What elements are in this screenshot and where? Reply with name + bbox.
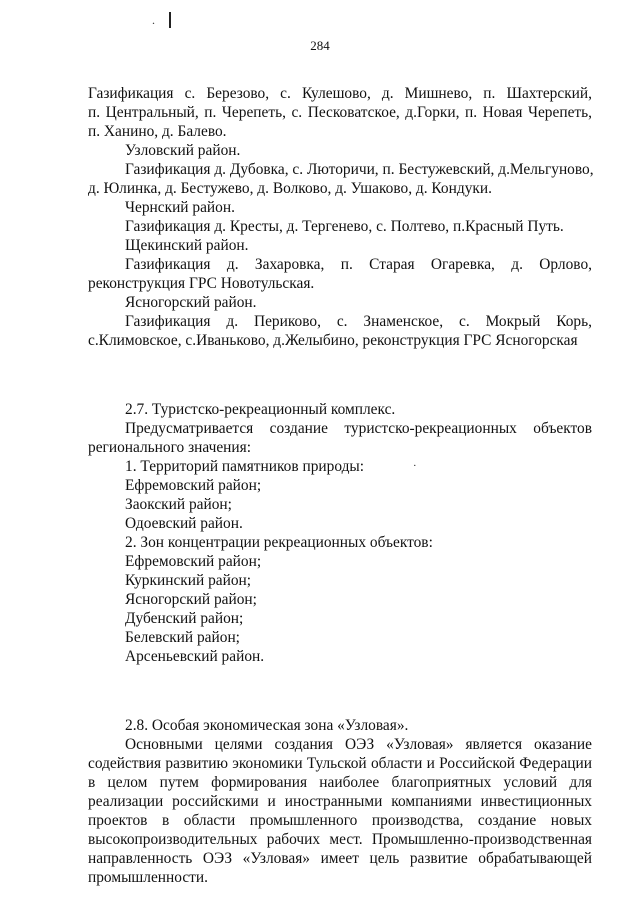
text-line: Газификация д. Кресты, д. Тергенево, с. Полтево, п.Красный Путь. — [125, 218, 564, 235]
text-line: Газификация с. Березово, с. Кулешово, д. Мишнево, п. Шахтерский, — [88, 85, 592, 102]
text-line: Щекинский район. — [125, 237, 249, 254]
text-line: Газификация д. Периково, с. Знаменское, с. Мокрый Корь, с.Климовское, с.Иваньково, д.Желыбино, реконструкция ГРС Ясногорская — [88, 313, 592, 349]
document-body — [88, 84, 592, 887]
paragraph-gap — [88, 365, 592, 384]
text-line: Ясногорский район. — [125, 294, 257, 311]
text-line: Белевский район; — [125, 628, 240, 646]
text-line: 2.7. Туристско-рекреационный комплекс. — [125, 400, 396, 418]
text-line: Газификация д. Захаровка, п. Старая Огаревка, д. Орлово, реконструкция ГРС Новотульская. — [88, 256, 592, 292]
text-line: 2. Зон концентрации рекреационных объектов: — [125, 533, 433, 551]
text-line: п. Центральный, п. Черепеть, с. Песковатское, д.Горки, п. Новая Черепеть, — [88, 104, 592, 121]
text-line: Основными целями создания ОЭЗ «Узловая» является оказание содействия развитию экономики Тульской области и Российской Федерации в целом путем формирования наиболее благоприятных условий для реализации российскими и иностранными компаниями инвестиционных проектов в области промышленного производства, создание новых высокопроизводительных рабочих мест. Промышленно-производственная направленность ОЭЗ «Узловая» имеет цель развитие обрабатывающей промышленности. — [88, 735, 592, 886]
text-line: Арсеньевский район. — [125, 647, 265, 665]
text-line: Куркинский район; — [125, 571, 252, 589]
scan-dot-artifact: · — [413, 460, 417, 472]
paragraph-gap — [88, 681, 592, 700]
text-line: Ясногорский район; — [125, 590, 257, 608]
text-line: Чернский район. — [125, 199, 235, 216]
text-line: Предусматривается создание туристско-рекреационных объектов регионального значения: — [88, 419, 592, 456]
text-line: Узловский район. — [125, 142, 241, 159]
text-line: Ефремовский район; — [125, 552, 262, 570]
scan-artifact-mark: . — [152, 12, 171, 28]
text-line: Заокский район; — [125, 495, 232, 513]
text-line: Дубенский район; — [125, 609, 244, 627]
text-line: п. Ханино, д. Балево. — [88, 123, 227, 140]
text-line: 2.8. Особая экономическая зона «Узловая». — [125, 716, 409, 734]
text-line: Одоевский район. — [125, 514, 243, 532]
text-line: д. Юлинка, д. Бестужево, д. Волково, д. Ушаково, д. Кондуки. — [88, 180, 492, 197]
text-line: 1. Территорий памятников природы: · — [125, 457, 417, 475]
text-line: Ефремовский район; — [125, 476, 262, 494]
page-number: 284 — [310, 38, 330, 53]
text-line: Газификация д. Дубовка, с. Люторичи, п. Бестужевский, д.Мельгуново, — [125, 161, 594, 178]
